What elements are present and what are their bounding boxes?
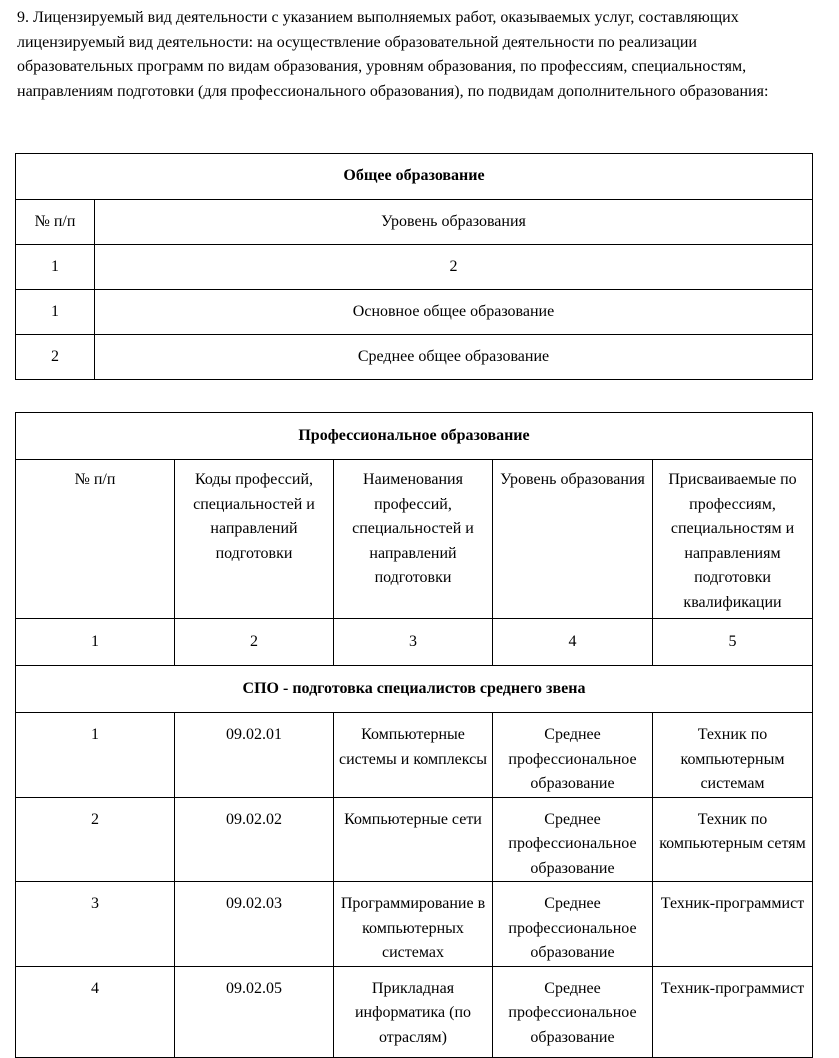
column-number: 2 xyxy=(95,245,813,290)
general-education-title: Общее образование xyxy=(16,154,813,200)
row-number: 2 xyxy=(16,335,95,380)
education-level: Среднее профессиональное образование xyxy=(493,713,653,798)
table-row xyxy=(16,335,813,380)
table-row xyxy=(16,882,813,967)
professional-education-table xyxy=(15,412,813,1058)
specialty-name: Прикладная информатика (по отраслям) xyxy=(334,966,493,1057)
education-level: Среднее профессиональное образование xyxy=(493,882,653,967)
column-number: 5 xyxy=(653,619,813,666)
education-level: Основное общее образование xyxy=(95,290,813,335)
column-number: 1 xyxy=(16,619,175,666)
table-row xyxy=(16,713,813,798)
education-level: Среднее общее образование xyxy=(95,335,813,380)
qualification: Техник-программист xyxy=(653,966,813,1057)
section-title: СПО - подготовка специалистов среднего звена xyxy=(16,666,813,713)
header-qualification: Присваиваемые по профессиям, специальностям и направлениям подготовки квалификации xyxy=(653,460,813,619)
row-number: 3 xyxy=(16,882,175,967)
column-number: 4 xyxy=(493,619,653,666)
column-number: 2 xyxy=(175,619,334,666)
header-codes: Коды профессий, специальностей и направлений подготовки xyxy=(175,460,334,619)
row-number: 2 xyxy=(16,797,175,882)
license-description: 9. Лицензируемый вид деятельности с указанием выполняемых работ, оказываемых услуг, составляющих лицензируемый вид деятельности: на осуществление образовательной деятельности по реализации образовательных программ по видам образования, уровням образования, по профессиям, специальностям, направлениям подготовки (для профессионального образования), по подвидам дополнительного образования: xyxy=(17,9,769,100)
row-number: 4 xyxy=(16,966,175,1057)
general-education-table xyxy=(15,153,813,380)
specialty-name: Компьютерные системы и комплексы xyxy=(334,713,493,798)
column-number: 1 xyxy=(16,245,95,290)
specialty-code: 09.02.02 xyxy=(175,797,334,882)
qualification: Техник по компьютерным системам xyxy=(653,713,813,798)
specialty-code: 09.02.03 xyxy=(175,882,334,967)
column-number: 3 xyxy=(334,619,493,666)
professional-education-title: Профессиональное образование xyxy=(16,413,813,460)
education-level: Среднее профессиональное образование xyxy=(493,797,653,882)
qualification: Техник-программист xyxy=(653,882,813,967)
specialty-code: 09.02.01 xyxy=(175,713,334,798)
header-names: Наименования профессий, специальностей и направлений подготовки xyxy=(334,460,493,619)
row-number: 1 xyxy=(16,713,175,798)
header-level: Уровень образования xyxy=(95,200,813,245)
education-level: Среднее профессиональное образование xyxy=(493,966,653,1057)
header-level: Уровень образования xyxy=(493,460,653,619)
specialty-name: Компьютерные сети xyxy=(334,797,493,882)
table-row xyxy=(16,966,813,1057)
specialty-code: 09.02.05 xyxy=(175,966,334,1057)
table-row xyxy=(16,797,813,882)
row-number: 1 xyxy=(16,290,95,335)
specialty-name: Программирование в компьютерных системах xyxy=(334,882,493,967)
qualification: Техник по компьютерным сетям xyxy=(653,797,813,882)
table-row xyxy=(16,290,813,335)
header-number: № п/п xyxy=(16,460,175,619)
header-number: № п/п xyxy=(16,200,95,245)
